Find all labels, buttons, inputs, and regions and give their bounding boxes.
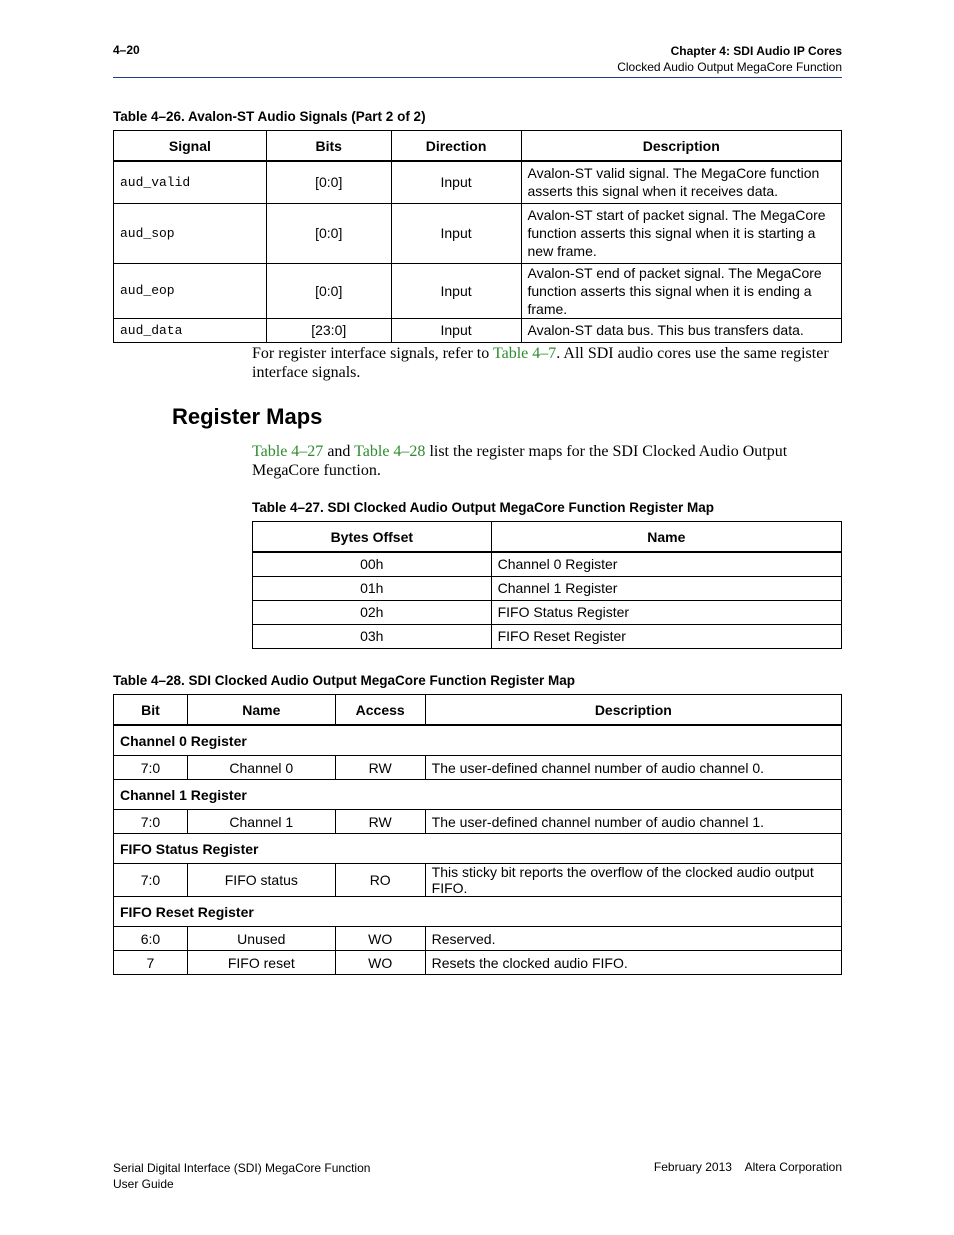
- footer-doc-subtitle: User Guide: [113, 1177, 174, 1191]
- signal-cell: aud_eop: [114, 263, 267, 318]
- direction-cell: Input: [391, 161, 521, 203]
- para1-text-start: For register interface signals, refer to: [252, 345, 493, 362]
- signal-cell: aud_sop: [114, 203, 267, 263]
- bit-cell: 6:0: [114, 927, 188, 951]
- para2-text-mid: and: [323, 443, 355, 460]
- bit-cell: 7:0: [114, 810, 188, 834]
- table27-header-row: [253, 522, 842, 553]
- col-header-access: Access: [335, 695, 425, 726]
- register-interface-paragraph: [252, 344, 842, 382]
- access-cell: RW: [335, 756, 425, 780]
- description-cell: This sticky bit reports the overflow of the clocked audio output FIFO.: [425, 864, 841, 897]
- direction-cell: Input: [391, 263, 521, 318]
- table-4-7-link[interactable]: Table 4–7: [492, 345, 557, 362]
- group-row: [114, 834, 842, 864]
- col-header-name: Name: [187, 695, 335, 726]
- group-title: Channel 0 Register: [114, 725, 842, 756]
- direction-cell: Input: [391, 318, 521, 342]
- group-title: FIFO Reset Register: [114, 897, 842, 927]
- group-row: [114, 725, 842, 756]
- section-title-header: Clocked Audio Output MegaCore Function: [617, 60, 842, 74]
- access-cell: RW: [335, 810, 425, 834]
- bits-cell: [23:0]: [266, 318, 391, 342]
- name-cell: FIFO Status Register: [491, 600, 841, 624]
- bit-cell: 7:0: [114, 864, 188, 897]
- bits-cell: [0:0]: [266, 203, 391, 263]
- table-row: [114, 318, 842, 342]
- table26-caption: Table 4–26. Avalon-ST Audio Signals (Part 2 of 2): [113, 109, 426, 124]
- name-cell: Channel 1 Register: [491, 576, 841, 600]
- name-cell: FIFO reset: [187, 951, 335, 975]
- para2-text-end: list the register maps for the SDI Clocked Audio Output MegaCore function.: [252, 443, 788, 479]
- bit-cell: 7:0: [114, 756, 188, 780]
- running-header: [617, 43, 842, 75]
- bits-cell: [0:0]: [266, 161, 391, 203]
- description-cell: Avalon-ST data bus. This bus transfers data.: [521, 318, 842, 342]
- description-cell: Resets the clocked audio FIFO.: [425, 951, 841, 975]
- table-row: [253, 600, 842, 624]
- table28: [113, 694, 842, 975]
- bits-cell: [0:0]: [266, 263, 391, 318]
- access-cell: WO: [335, 951, 425, 975]
- para1-text-end: . All SDI audio cores use the same register interface signals.: [252, 345, 829, 381]
- group-row: [114, 780, 842, 810]
- table27-caption: Table 4–27. SDI Clocked Audio Output MegaCore Function Register Map: [252, 500, 715, 515]
- group-title: FIFO Status Register: [114, 834, 842, 864]
- footer-left: [113, 1160, 370, 1192]
- signal-cell: aud_valid: [114, 161, 267, 203]
- register-maps-paragraph: [252, 442, 842, 480]
- col-header-bit: Bit: [114, 695, 188, 726]
- description-cell: Reserved.: [425, 927, 841, 951]
- table-4-28-link[interactable]: Table 4–28: [354, 443, 426, 460]
- bit-cell: 7: [114, 951, 188, 975]
- col-header-description: Description: [425, 695, 841, 726]
- table-4-27-link[interactable]: Table 4–27: [252, 443, 324, 460]
- signal-cell: aud_data: [114, 318, 267, 342]
- offset-cell: 02h: [253, 600, 492, 624]
- description-cell: Avalon-ST valid signal. The MegaCore function asserts this signal when it receives data.: [521, 161, 842, 203]
- table-row: [253, 624, 842, 648]
- table-row: [253, 552, 842, 576]
- table-row: [114, 927, 842, 951]
- access-cell: RO: [335, 864, 425, 897]
- col-header-name: Name: [491, 522, 841, 553]
- name-cell: Channel 0: [187, 756, 335, 780]
- description-cell: Avalon-ST start of packet signal. The MegaCore function asserts this signal when it is starting a new frame.: [521, 203, 842, 263]
- table28-header-row: [114, 695, 842, 726]
- table28-caption: Table 4–28. SDI Clocked Audio Output MegaCore Function Register Map: [113, 673, 576, 688]
- group-title: Channel 1 Register: [114, 780, 842, 810]
- offset-cell: 03h: [253, 624, 492, 648]
- direction-cell: Input: [391, 203, 521, 263]
- table27: [252, 521, 842, 649]
- description-cell: The user-defined channel number of audio channel 0.: [425, 756, 841, 780]
- table-row: [253, 576, 842, 600]
- name-cell: Channel 0 Register: [491, 552, 841, 576]
- access-cell: WO: [335, 927, 425, 951]
- name-cell: Channel 1: [187, 810, 335, 834]
- description-cell: The user-defined channel number of audio channel 1.: [425, 810, 841, 834]
- table-row: [114, 756, 842, 780]
- col-header-bytes-offset: Bytes Offset: [253, 522, 492, 553]
- table-row: [114, 864, 842, 897]
- footer-right: February 2013 Altera Corporation: [653, 1160, 842, 1174]
- header-rule: [113, 77, 842, 78]
- section-heading: Register Maps: [172, 404, 323, 429]
- col-header-direction: Direction: [391, 131, 521, 162]
- col-header-bits: Bits: [266, 131, 391, 162]
- table26-header-row: [114, 131, 842, 162]
- table-row: [114, 810, 842, 834]
- footer-doc-title: Serial Digital Interface (SDI) MegaCore Function: [113, 1161, 371, 1175]
- table-row: [114, 203, 842, 263]
- description-cell: Avalon-ST end of packet signal. The MegaCore function asserts this signal when it is ending a frame.: [521, 263, 842, 318]
- table-row: [114, 161, 842, 203]
- col-header-signal: Signal: [114, 131, 267, 162]
- name-cell: FIFO Reset Register: [491, 624, 841, 648]
- name-cell: Unused: [187, 927, 335, 951]
- name-cell: FIFO status: [187, 864, 335, 897]
- table-row: [114, 951, 842, 975]
- table-row: [114, 263, 842, 318]
- col-header-description: Description: [521, 131, 842, 162]
- offset-cell: 01h: [253, 576, 492, 600]
- chapter-title: Chapter 4: SDI Audio IP Cores: [670, 44, 842, 58]
- table26: [113, 130, 842, 343]
- group-row: [114, 897, 842, 927]
- page-number: 4–20: [113, 43, 140, 57]
- offset-cell: 00h: [253, 552, 492, 576]
